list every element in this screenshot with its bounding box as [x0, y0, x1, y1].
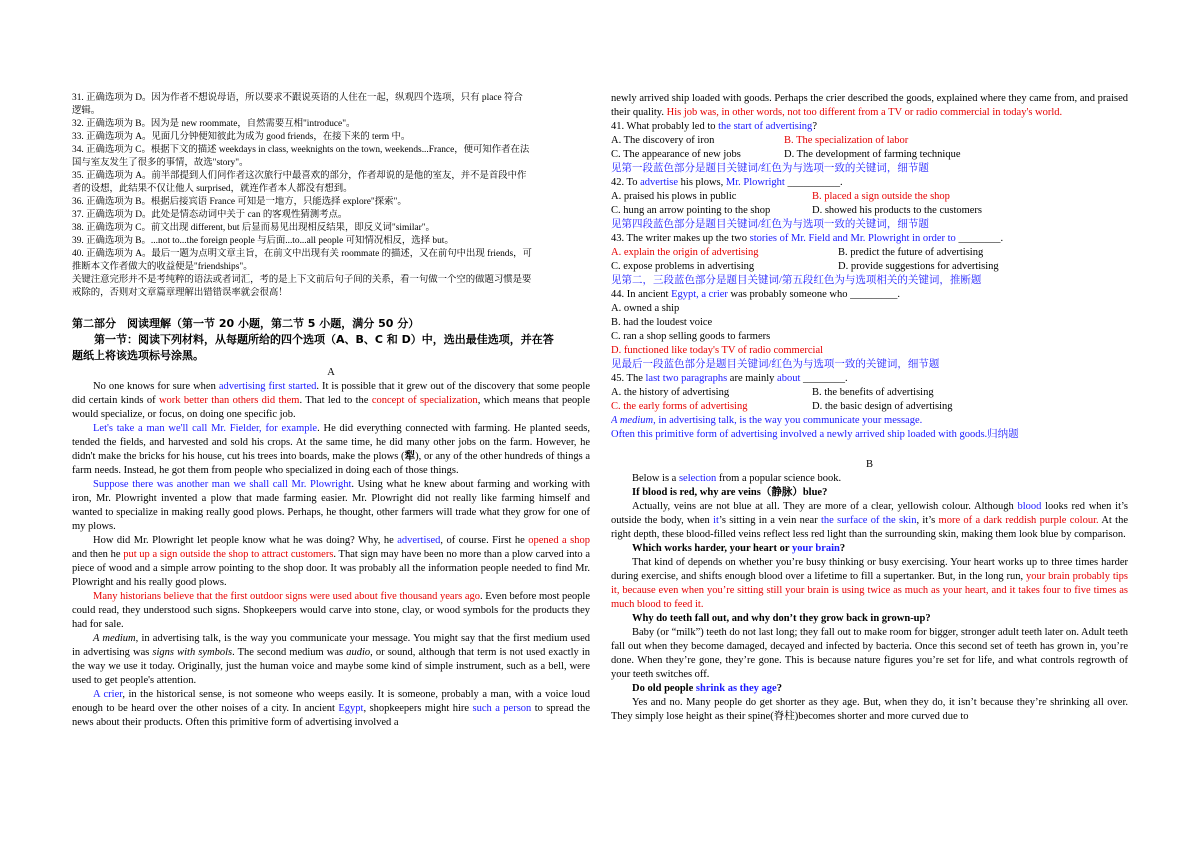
passage-a-paragraph-3: Suppose there was another man we shall call Mr. Plowright. Using what he knew about farming and working with iron, Mr. Plowright invented a plow that made farming easier. Mr. Plowright did not really like farming himself and wanted to specialize in making really good plows. Perhaps, he thought, other farmers will trade what they grow for one of my plows.	[72, 479, 590, 532]
question-stem: 44. In ancient Egypt, a crier was probably someone who _________.	[611, 289, 900, 300]
option-b: B. had the loudest voice	[611, 317, 713, 328]
section-instruction: 第一节：阅读下列材料，从每题所给的四个选项（A、B、C 和 D）中，选出最佳选项，并在答	[94, 333, 554, 346]
answer-line: 32. 正确选项为 B。因为是 new roommate，自然需要互相"introduce"。	[72, 119, 356, 129]
option-b: B. The specialization of labor	[784, 135, 909, 146]
answer-line: 37. 正确选项为 D。此处是情态动词中关于 can 的客观性猜测考点。	[72, 210, 348, 220]
passage-b-heading-3: Why do teeth fall out, and why don’t they grow back in grown-up?	[632, 613, 931, 624]
section-instruction-cont: 题纸上将该选项标号涂黑。	[72, 349, 204, 362]
question-42	[611, 176, 1128, 232]
option-d: D. provide suggestions for advertising	[838, 261, 999, 272]
answer-line: 戒除的，否则对文章篇章理解出错错误率就会很高！	[72, 288, 288, 298]
option-c: C. the early forms of advertising	[611, 401, 748, 412]
option-d: D. functioned like today's TV of radio commercial	[611, 345, 824, 356]
answer-line: 推断本文作者做大的收益便是"friendships"。	[72, 262, 253, 272]
option-a: A. The discovery of iron	[611, 135, 715, 146]
passage-b-paragraph-1: Actually, veins are not blue at all. They are more of a clear, yellowish colour. Although blood looks red when it’s outside the body, when it’s sitting in a vein near the surface of the skin, it’s more of a dark reddish purple colour. At the right depth, these blood-filled veins reflect less red light than the surrounding skin, making them look blue by comparison.	[611, 501, 1128, 540]
passage-b-letter: B	[865, 459, 873, 470]
answer-line: 38. 正确选项为 C。前文出现 different, but 后显而易见出现相反结果，即反义词"similar"。	[72, 223, 435, 233]
passage-a-paragraph-2: Let's take a man we'll call Mr. Fielder, for example. He did everything connected with farming. He planted seeds, tended the fields, and harvested and sold his crops. At the same time, he did many other jobs on the farm. However, he didn't make the bricks for his house, cut his trees into boards, make the plows (犁), or any of the other hundreds of things a farm needs. Instead, he got them from people who specialized in doing each of those things.	[72, 423, 591, 476]
passage-a-paragraph-7: A crier, in the historical sense, is not someone who weeps easily. It is someone, probably a man, with a voice loud enough to be heard over the other noises of a city. In ancient Egypt, shopkeepers might hire such a person to spread the news about their products. Often this primitive form of advertising involved a	[72, 689, 590, 728]
passage-b-paragraph-2: That kind of depends on whether you’re busy thinking or busy exercising. Your heart works up to three times harder during exercise, and shifts enough blood over a lifetime to fill a supertanker. But, in the long run, your brain probably tips it, because even when you’re sitting still your brain is using twice as much as your heart, and it takes four to five times as much blood to feed it.	[611, 557, 1128, 610]
question-note: 见第一段蓝色部分是题目关键词/红色为与选项一致的关键词，细节题	[611, 163, 929, 174]
option-d: D. showed his products to the customers	[812, 205, 983, 216]
option-c: C. expose problems in advertising	[611, 261, 755, 272]
right-column	[611, 92, 1128, 724]
question-43	[611, 232, 1128, 288]
passage-a-paragraph-6: A medium, in advertising talk, is the way you communicate your message. You might say that the first medium used in advertising was signs with symbols. The second medium was audio, or sound, although that term is not used exactly in the way we use it today. Originally, just the human voice and maybe some kind of simple instrument, such as a bell, were used to get people's attention.	[72, 633, 591, 686]
passage-b-intro: Below is a selection from a popular science book.	[632, 473, 842, 484]
passage-a-paragraph-7-cont: newly arrived ship loaded with goods. Perhaps the crier described the goods, explained where they came from, and praised their quality. His job was, in other words, not too different from a TV or radio commercial in today's world.	[611, 93, 1128, 118]
answer-line: 39. 正确选项为 B。...not to...the foreign people 与后面...to...all people 可知情况相反，选择 but。	[72, 236, 454, 246]
question-note: 见最后一段蓝色部分是题目关键词/红色为与选项一致的关键词，细节题	[611, 359, 940, 370]
answer-line: 33. 正确选项为 A。见面几分钟便知彼此为成为 good friends，在接下来的 term 中。	[72, 132, 411, 142]
option-b: B. predict the future of advertising	[838, 247, 984, 258]
answer-line: 关键注意完形并不是考纯粹的语法或者词汇，考的是上下文前后句子间的关系，看一句做一个空的做题习惯是要	[72, 275, 532, 285]
question-stem: 45. The last two paragraphs are mainly about ________.	[611, 373, 848, 384]
section-title: 第二部分 阅读理解（第一节 20 小题，第二节 5 小题，满分 50 分）	[72, 317, 420, 330]
question-stem: 42. To advertise his plows, Mr. Plowright __________.	[611, 177, 843, 188]
option-b: B. the benefits of advertising	[812, 387, 934, 398]
passage-a-paragraph-5: Many historians believe that the first outdoor signs were used about five thousand years ago. Even before most people could read, they understood such signs. Shopkeepers would carve into stone, clay, or wood symbols for the products they had for sale.	[72, 591, 590, 630]
answer-explanations	[72, 92, 590, 300]
option-c: C. The appearance of new jobs	[611, 149, 741, 160]
question-note: Often this primitive form of advertising involved a newly arrived ship loaded with goods.归纳题	[611, 429, 1019, 440]
passage-b-heading-4: Do old people shrink as they age?	[632, 683, 782, 694]
option-d: D. the basic design of advertising	[812, 401, 953, 412]
answer-line: 国与室友发生了很多的事情，故选"story"。	[72, 158, 249, 168]
answer-line: 31. 正确选项为 D。因为作者不想说母语，所以要求不跟说英语的人住在一起，纵观四个选项，只有 place 符合	[72, 93, 523, 103]
passage-b-heading-2: Which works harder, your heart or your brain?	[632, 543, 846, 554]
question-41	[611, 120, 1128, 176]
question-note: A medium, in advertising talk, is the way you communicate your message.	[611, 415, 923, 426]
option-a: A. explain the origin of advertising	[611, 247, 759, 258]
option-a: A. the history of advertising	[611, 387, 730, 398]
question-stem: 43. The writer makes up the two stories of Mr. Field and Mr. Plowright in order to ________.	[611, 233, 1004, 244]
question-note: 见第四段蓝色部分是题目关键词/红色为与选项一致的关键词，细节题	[611, 219, 929, 230]
option-a: A. owned a ship	[611, 303, 680, 314]
question-45	[611, 372, 1128, 442]
passage-b-paragraph-4: Yes and no. Many people do get shorter as they age. But, when they do, it isn’t because they’re shrinking all over. They simply lose height as their spine(脊柱)becomes shorter and more curved due to	[611, 697, 1128, 722]
option-a: A. praised his plows in public	[611, 191, 737, 202]
passage-a-paragraph-4: How did Mr. Plowright let people know what he was doing? Why, he advertised, of course. First he opened a shop and then he put up a sign outside the shop to attract customers. That sign may have been no more than a plow carved into a piece of wood and a simple arrow pointing to the shop door. It was probably all the information people needed to find Mr. Plowright and his really good plows.	[72, 535, 591, 588]
option-b: B. placed a sign outside the shop	[812, 191, 950, 202]
question-note: 见第二，三段蓝色部分是题目关键词/第五段红色为与选项相关的关键词，推断题	[611, 275, 982, 286]
answer-line: 36. 正确选项为 B。根据后接宾语 France 可知是一地方，只能选择 explore"探索"。	[72, 197, 407, 207]
answer-line: 35. 正确选项为 A。前半部提到人们问作者这次旅行中最喜欢的部分，作者却说的是他的室友，并不是首段中作	[72, 171, 527, 181]
question-44	[611, 288, 1128, 372]
answer-line: 40. 正确选项为 A。最后一题为点明文章主旨，在前文中出现有关 roommate 的描述，又在前句中出现 friends，可	[72, 249, 532, 259]
passage-a-paragraph-1: No one knows for sure when advertising first started. It is possible that it grew out of the discovery that some people did certain kinds of work better than others did them. That led to the concept of specialization, which means that people would specialize, or focus, on doing one specific job.	[72, 381, 591, 420]
answer-line: 逻辑。	[72, 106, 101, 116]
answer-line: 34. 正确选项为 C。根据下文的描述 weekdays in class, weeknights on the town, weekends...France，便可知作者在法	[72, 145, 530, 155]
passage-b-paragraph-3: Baby (or “milk”) teeth do not last long; they fall out to make room for bigger, stronger adult teeth later on. Adult teeth fall out when they become damaged, decayed and infected by bacteria. Once this second set of teeth has grown in, you’re done. When they’re gone, they’re gone. This is because nature figures you’re set for life, and what controls regrowth of your teeth switches off.	[611, 627, 1128, 680]
option-c: C. hung an arrow pointing to the shop	[611, 205, 771, 216]
option-d: D. The development of farming technique	[784, 149, 961, 160]
left-column	[72, 92, 590, 730]
option-c: C. ran a shop selling goods to farmers	[611, 331, 771, 342]
question-stem: 41. What probably led to the start of advertising?	[611, 121, 817, 132]
passage-b-heading-1: If blood is red, why are veins（静脉）blue?	[632, 487, 828, 498]
answer-line: 者的设想，此结果不仅让他人 surprised，就连作者本人都没有想到。	[72, 184, 353, 194]
passage-a-letter: A	[327, 367, 335, 378]
